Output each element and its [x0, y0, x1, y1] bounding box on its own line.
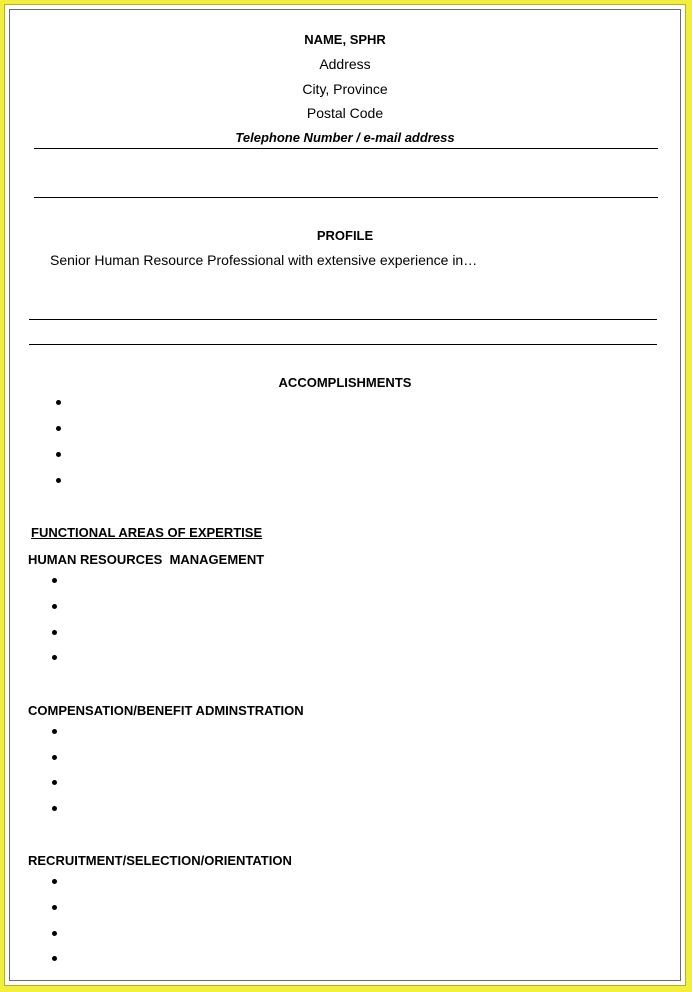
profile-divider-top: [29, 319, 657, 320]
hr-management-bullet: [52, 655, 57, 660]
recruitment-bullet: [52, 931, 57, 936]
compensation-bullet: [52, 780, 57, 785]
hr-management-bullet: [52, 578, 57, 583]
hr-management-bullet: [52, 630, 57, 635]
resume-postal-code: Postal Code: [306, 105, 384, 121]
accomplishment-bullet: [56, 452, 61, 457]
document-frame: [4, 4, 686, 986]
compensation-bullet: [52, 729, 57, 734]
resume-contact: Telephone Number / e-mail address: [235, 130, 455, 145]
compensation-bullet: [52, 755, 57, 760]
recruitment-heading: RECRUITMENT/SELECTION/ORIENTATION: [28, 853, 292, 868]
resume-city: City, Province: [302, 81, 388, 97]
expertise-heading: FUNCTIONAL AREAS OF EXPERTISE: [31, 525, 263, 540]
accomplishment-bullet: [56, 478, 61, 483]
recruitment-bullet: [52, 956, 57, 961]
compensation-bullet: [52, 806, 57, 811]
compensation-heading: COMPENSATION/BENEFIT ADMINSTRATION: [28, 703, 304, 718]
profile-divider-bottom: [29, 344, 657, 345]
profile-text: Senior Human Resource Professional with extensive experience in…: [50, 252, 478, 268]
hr-management-heading: HUMAN RESOURCES MANAGEMENT: [28, 552, 265, 567]
resume-name: NAME, SPHR: [304, 32, 386, 47]
accomplishments-heading: ACCOMPLISHMENTS: [278, 375, 412, 390]
accomplishment-bullet: [56, 426, 61, 431]
hr-management-bullet: [52, 604, 57, 609]
accomplishment-bullet: [56, 400, 61, 405]
header-divider-top: [34, 148, 658, 149]
recruitment-bullet: [52, 905, 57, 910]
header-divider-bottom: [34, 197, 658, 198]
resume-address: Address: [319, 56, 371, 72]
resume-page: [9, 9, 681, 981]
profile-heading: PROFILE: [316, 228, 374, 243]
recruitment-bullet: [52, 879, 57, 884]
